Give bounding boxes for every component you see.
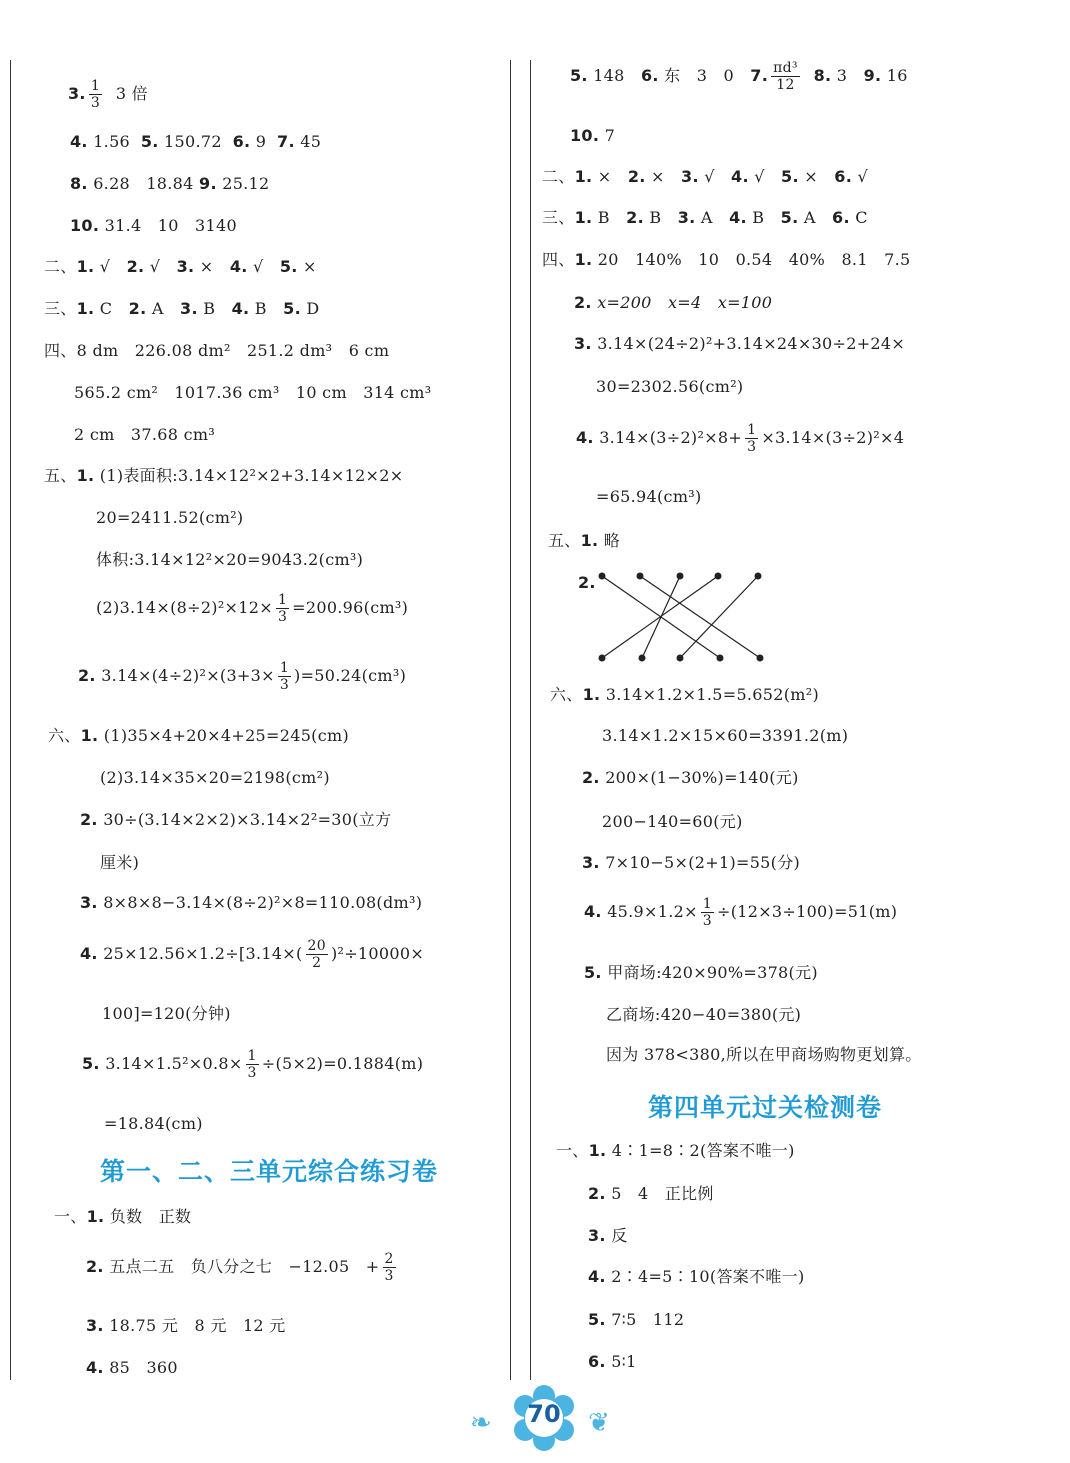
answer-line: 四、1. 20 140% 10 0.54 40% 8.1 7.5: [542, 250, 911, 269]
answer-line: 6. 5∶1: [588, 1352, 637, 1371]
answer-line: 565.2 cm² 1017.36 cm³ 10 cm 314 cm³: [74, 383, 432, 402]
answer-line: 二、1. × 2. × 3. √ 4. √ 5. × 6. √: [542, 167, 868, 186]
left-margin-rule: [10, 60, 11, 1380]
answer-line: 4. 1.56 5. 150.72 6. 9 7. 45: [70, 132, 322, 151]
fraction: $\frac{1}{3}$: [747, 422, 757, 455]
answer-line: 五、1. 略: [548, 531, 621, 550]
match-line: [680, 576, 758, 658]
answer-line: 5. 7∶5 112: [588, 1310, 685, 1329]
answer-line: 3. $\frac{1}{3}$ 3 倍: [68, 78, 148, 111]
answer-line: 4. 3.14×(3÷2)²×8+ $\frac{1}{3}$ ×3.14×(3÷2)²×4: [576, 422, 905, 455]
answer-line: 10. 7: [570, 126, 616, 145]
answer-line: 一、1. 4∶1=8∶2(答案不唯一): [556, 1141, 795, 1160]
dot: [639, 655, 646, 662]
answer-line: 3.14×1.2×15×60=3391.2(m): [602, 726, 849, 745]
dot: [637, 573, 644, 580]
answer-line: 2. 200×(1−30%)=140(元): [582, 768, 799, 787]
sprout-left-icon: ❧: [470, 1408, 492, 1438]
answer-line: 4. 25×12.56×1.2÷[3.14×( $\frac{20}{2}$ )²÷10000×: [80, 938, 425, 971]
answer-line: 三、1. B 2. B 3. A 4. B 5. A 6. C: [542, 208, 868, 227]
dot: [599, 655, 606, 662]
answer-line: 2. 30÷(3.14×2×2)×3.14×2²=30(立方: [80, 810, 392, 829]
fraction: $\frac{1}{3}$: [279, 660, 290, 693]
answer-line: (2)3.14×(8÷2)²×12× $\frac{1}{3}$ =200.96(cm³): [96, 592, 409, 625]
page-number: 70: [527, 1400, 561, 1428]
answer-line: 4. 85 360: [86, 1358, 178, 1377]
sprout-right-icon: ❦: [588, 1408, 610, 1438]
answer-line: 六、1. 3.14×1.2×1.5=5.652(m²): [550, 685, 820, 704]
answer-line: 4. 45.9×1.2× $\frac{1}{3}$ ÷(12×3÷100)=51(m): [584, 896, 898, 929]
fraction: $\frac{\text{πd³}}{12}$: [773, 60, 798, 93]
answer-line: 五、1. (1)表面积:3.14×12²×2+3.14×12×2×: [44, 466, 404, 485]
answer-line: 5. 3.14×1.5²×0.8× $\frac{1}{3}$ ÷(5×2)=0.1884(m): [82, 1048, 424, 1081]
answer-line: 二、1. √ 2. √ 3. × 4. √ 5. ×: [44, 257, 317, 276]
section-title-unit-4: 第四单元过关检测卷: [648, 1093, 883, 1122]
answer-line: 2. 3.14×(4÷2)²×(3+3× $\frac{1}{3}$ )=50.24(cm³): [78, 660, 407, 693]
fraction: $\frac{2}{3}$: [384, 1251, 394, 1284]
answer-line: 3. 3.14×(24÷2)²+3.14×24×30÷2+24×: [574, 334, 906, 353]
answer-line: 5. 甲商场:420×90%=378(元): [584, 963, 818, 982]
answer-line: 乙商场:420−40=380(元): [606, 1005, 802, 1024]
column-divider: [510, 60, 511, 1380]
answer-line: =65.94(cm³): [596, 487, 702, 506]
section-title-units-1-3: 第一、二、三单元综合练习卷: [100, 1157, 439, 1186]
answer-line: 30=2302.56(cm²): [596, 377, 744, 396]
fraction: $\frac{1}{3}$: [247, 1048, 257, 1081]
dot: [717, 655, 724, 662]
answer-line: 2.: [578, 573, 596, 592]
answer-line: 2. x=200 x=4 x=100: [574, 293, 773, 312]
answer-line: 10. 31.4 10 3140: [70, 216, 237, 235]
answer-line: 体积:3.14×12²×20=9043.2(cm³): [96, 550, 364, 569]
answer-line: 四、8 dm 226.08 dm² 251.2 dm³ 6 cm: [44, 341, 390, 360]
answer-line: 3. 18.75 元 8 元 12 元: [86, 1316, 286, 1335]
answer-line: 厘米): [100, 853, 140, 872]
answer-line: 4. 2∶4=5∶10(答案不唯一): [588, 1267, 805, 1286]
dot: [677, 573, 684, 580]
fraction: $\frac{20}{2}$: [307, 938, 326, 971]
answer-line: 三、1. C 2. A 3. B 4. B 5. D: [44, 299, 320, 318]
answer-line: 2. 五点二五 负八分之七 −12.05 + $\frac{2}{3}$: [86, 1251, 394, 1284]
dot: [677, 655, 684, 662]
answer-line: (2)3.14×35×20=2198(cm²): [100, 768, 330, 787]
answer-line: 2. 5 4 正比例: [588, 1184, 714, 1203]
dot: [715, 573, 722, 580]
answer-line: 5. 148 6. 东 3 0 7. $\frac{\text{πd³}}{12}$ 8. 3 9. 16: [570, 60, 908, 93]
dot: [599, 573, 606, 580]
answer-line: 2 cm 37.68 cm³: [74, 425, 216, 444]
answer-line: 3. 8×8×8−3.14×(8÷2)²×8=110.08(dm³): [80, 893, 423, 912]
matching-lines-diagram: [596, 566, 766, 666]
answer-line: 3. 7×10−5×(2+1)=55(分): [582, 853, 801, 872]
answer-line: 8. 6.28 18.84 9. 25.12: [70, 174, 270, 193]
answer-line: 因为 378<380,所以在甲商场购物更划算。: [606, 1045, 922, 1064]
column-divider-right: [530, 60, 531, 1380]
answer-line: 100]=120(分钟): [102, 1004, 231, 1023]
answer-line: 3. 反: [588, 1226, 628, 1245]
fraction: $\frac{1}{3}$: [702, 896, 712, 929]
fraction: $\frac{1}{3}$: [90, 78, 101, 111]
dot: [755, 573, 762, 580]
answer-line: 200−140=60(元): [602, 812, 743, 831]
answer-line: 20=2411.52(cm²): [96, 508, 244, 527]
answer-line: =18.84(cm): [104, 1114, 203, 1133]
fraction: $\frac{1}{3}$: [277, 592, 288, 625]
answer-line: 六、1. (1)35×4+20×4+25=245(cm): [48, 726, 349, 745]
dot: [757, 655, 764, 662]
answer-line: 一、1. 负数 正数: [54, 1207, 192, 1226]
